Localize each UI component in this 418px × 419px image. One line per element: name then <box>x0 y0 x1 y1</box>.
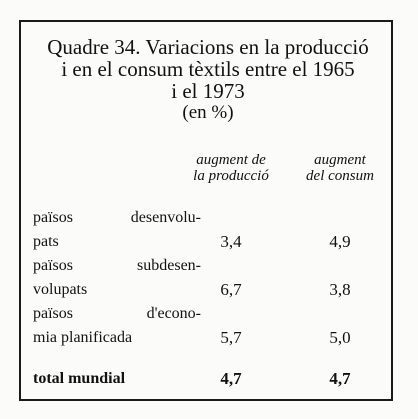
row-label-line: països d'econo- <box>33 305 201 322</box>
row-label-line: països desenvolu- <box>33 209 201 226</box>
column-header-line: augment de <box>196 152 266 168</box>
column-header-line: augment <box>314 152 366 168</box>
row-label-line: mia planificada <box>33 329 133 346</box>
cell-consumption-underdeveloped: 3,8 <box>329 280 351 299</box>
cell-consumption-planned: 5,0 <box>329 328 351 347</box>
row-label-line: països subdesen- <box>33 257 201 274</box>
column-header-line: la producció <box>193 168 269 184</box>
column-header-line: del consum <box>306 168 374 184</box>
total-production: 4,7 <box>220 369 242 388</box>
title-line: i el 1973 <box>171 79 245 103</box>
cell-consumption-developed: 4,9 <box>329 232 351 251</box>
table-frame <box>19 20 393 401</box>
row-label-developed <box>33 206 201 254</box>
total-consumption: 4,7 <box>329 369 351 388</box>
row-label-line: pats <box>33 233 59 250</box>
row-label-planned-economy <box>33 302 201 350</box>
row-label-underdeveloped <box>33 254 201 302</box>
cell-production-underdeveloped: 6,7 <box>220 280 242 299</box>
title-line: Quadre 34. Variacions en la producció <box>47 35 369 59</box>
total-label: total mundial <box>33 370 126 387</box>
cell-production-developed: 3,4 <box>220 232 242 251</box>
cell-production-planned: 5,7 <box>220 328 242 347</box>
table-caption <box>21 36 395 124</box>
column-header-production <box>181 152 281 184</box>
title-line: i en el consum tèxtils entre el 1965 <box>61 57 355 81</box>
row-label-line: volupats <box>33 281 88 298</box>
column-header-consumption <box>290 152 390 184</box>
subtitle: (en %) <box>182 102 234 123</box>
